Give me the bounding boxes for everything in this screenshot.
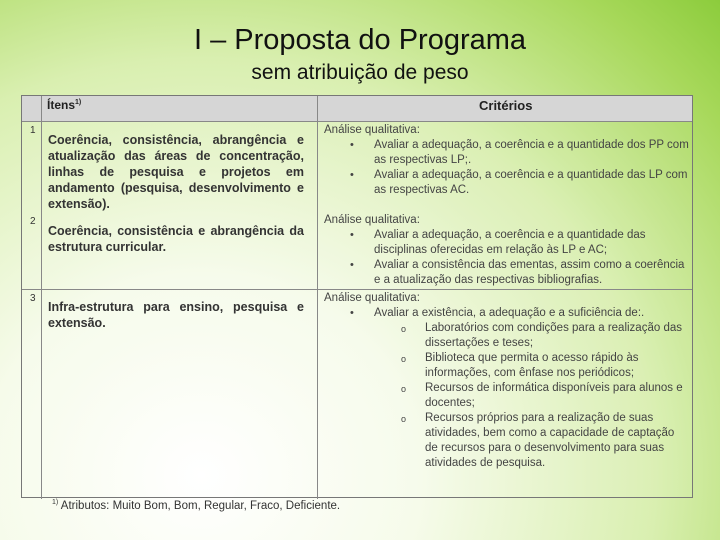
row-divider — [22, 289, 692, 290]
criteria-subbullet: o Recursos próprios para a realização de suas atividades, bem como a capacidade de captação de recursos para o desenvolvimento para suas atividades de pesquisa. — [324, 411, 690, 471]
criteria-bullet: • Avaliar a adequação, a coerência e a quantidade das LP com as respectivas AC. — [324, 168, 690, 198]
criteria-heading: Análise qualitativa: — [324, 214, 420, 226]
criteria-bullet: • Avaliar a adequação, a coerência e a quantidade dos PP com as respectivas LP;. — [324, 138, 690, 168]
row-number: 2 — [30, 216, 36, 227]
criteria-cell — [324, 213, 690, 288]
item-text: Infra-estrutura para ensino, pesquisa e extensão. — [48, 300, 304, 330]
item-text: Coerência, consistência e abrangência da estrutura curricular. — [48, 224, 304, 254]
criteria-bullet: • Avaliar a adequação, a coerência e a quantidade das disciplinas oferecidas em relação às LP e AC; — [324, 228, 690, 258]
table-footnote: $^{1)}$ Atributos: Muito Bom, Bom, Regular, Fraco, Deficiente. — [52, 499, 341, 512]
criteria-subbullet: o Biblioteca que permita o acesso rápido às informações, com ênfase nos periódicos; — [324, 351, 690, 381]
table-header — [22, 96, 692, 122]
criteria-table — [21, 95, 693, 498]
criteria-subbullet: o Laboratórios com condições para a realização das dissertações e teses; — [324, 321, 690, 351]
row-number: 1 — [30, 125, 36, 136]
item-text: Coerência, consistência, abrangência e atualização das áreas de concentração, linhas de pesquisa e projetos em andamento (pesquisa, desenvolvimento e extensão). — [48, 133, 304, 211]
criteria-cell — [324, 291, 690, 471]
slide-subtitle: sem atribuição de peso — [251, 61, 469, 84]
header-items: Ítens$^{1)}$ — [47, 98, 82, 112]
row-number: 3 — [30, 293, 36, 304]
column-divider — [317, 96, 318, 499]
header-criteria: Critérios — [479, 98, 533, 113]
slide-title: I – Proposta do Programa — [193, 24, 527, 56]
criteria-heading: Análise qualitativa: — [324, 124, 420, 136]
criteria-subbullet: o Recursos de informática disponíveis para alunos e docentes; — [324, 381, 690, 411]
criteria-bullet: • Avaliar a consistência das ementas, assim como a coerência e a atualização das respectivas bibliografias. — [324, 258, 690, 288]
criteria-bullet: • Avaliar a existência, a adequação e a suficiência de:. — [324, 306, 690, 321]
criteria-cell — [324, 123, 690, 198]
criteria-heading: Análise qualitativa: — [324, 292, 420, 304]
column-divider — [41, 96, 42, 499]
